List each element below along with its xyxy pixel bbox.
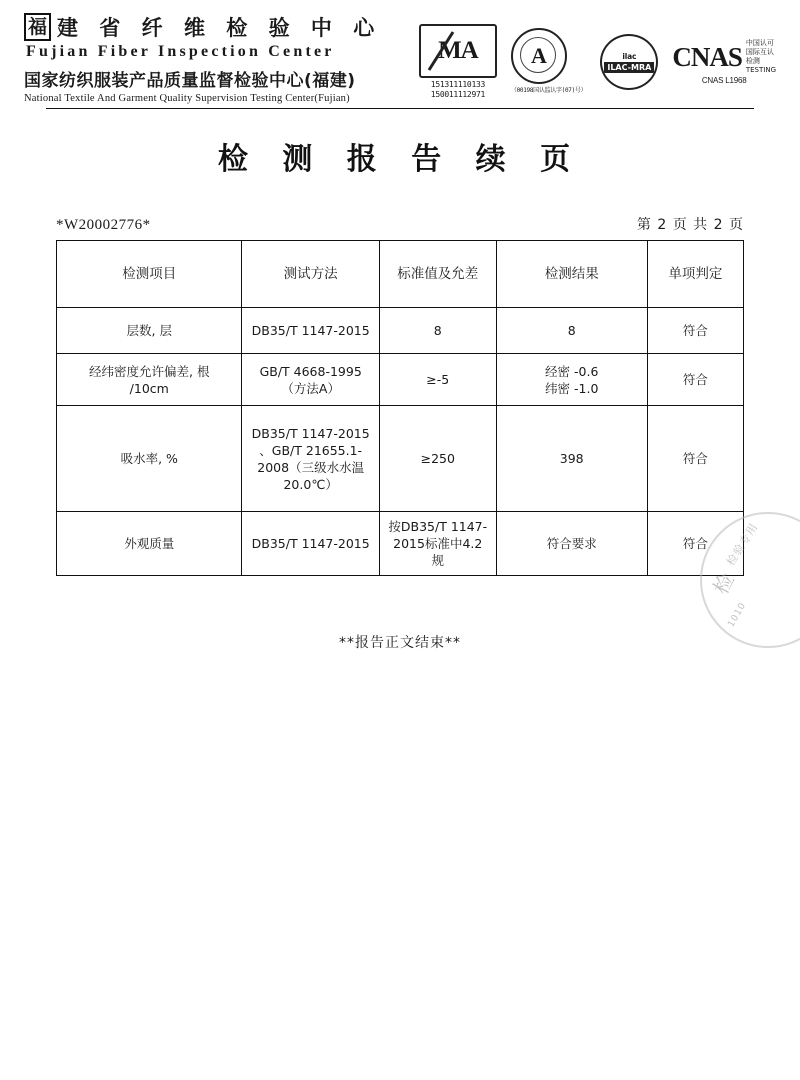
cell-item: 层数, 层	[57, 308, 242, 354]
cell-result: 398	[496, 406, 647, 512]
cell-standard: ≥250	[379, 406, 496, 512]
cell-method: DB35/T 1147-2015	[242, 512, 379, 576]
cal-label: A	[530, 43, 547, 68]
ilac-top-label: ilac	[622, 51, 637, 61]
cell-standard: 8	[379, 308, 496, 354]
cell-standard: ≥-5	[379, 354, 496, 406]
stamp-line-3: 1010	[726, 600, 749, 630]
cell-item: 外观质量	[57, 512, 242, 576]
column-header-item: 检测项目	[57, 241, 242, 308]
cma-code-1: 151311110133	[430, 80, 485, 89]
header-divider	[46, 108, 754, 109]
org-name-cn: 建 省 纤 维 检 验 中 心	[57, 16, 382, 40]
page-number: 第 2 页 共 2 页	[636, 217, 744, 233]
cal-mark	[511, 28, 586, 96]
cnas-side-1: 中国认可	[745, 39, 774, 47]
cell-verdict: 符合	[647, 512, 743, 576]
organization-block	[24, 10, 381, 104]
fu-badge: 福	[24, 13, 51, 41]
cnas-side-2: 国际互认	[745, 48, 774, 56]
cell-method: GB/T 4668-1995 （方法A）	[242, 354, 379, 406]
stamp-line-1: 检验专用	[724, 520, 761, 569]
cell-verdict: 符合	[647, 406, 743, 512]
page-title: 检 测 报 告 续 页	[217, 142, 583, 177]
report-meta	[56, 214, 744, 234]
cma-mark	[419, 24, 497, 100]
cell-method: DB35/T 1147-2015 、GB/T 21655.1- 2008（三级水水温 20.0℃）	[242, 406, 379, 512]
center-name-cn: 国家纺织服装产品质量监督检验中心(福建)	[24, 71, 356, 91]
cnas-code: CNAS L1968	[701, 76, 747, 85]
cell-standard: 按DB35/T 1147- 2015标准中4.2 规	[379, 512, 496, 576]
cnas-side-3: 检测	[745, 57, 760, 65]
accreditation-marks	[419, 10, 776, 100]
cell-verdict: 符合	[647, 354, 743, 406]
ilac-mid-label: ILAC-MRA	[604, 62, 654, 73]
table-row	[57, 512, 744, 576]
cnas-label: CNAS	[672, 41, 742, 72]
cell-result: 符合要求	[496, 512, 647, 576]
org-name-en: Fujian Fiber Inspection Center	[26, 43, 335, 60]
stamp-line-2: 检	[708, 568, 740, 599]
results-table	[56, 240, 744, 576]
cma-label: MA	[438, 37, 478, 64]
table-header-row	[57, 241, 744, 308]
column-header-method: 测试方法	[242, 241, 379, 308]
document-header	[0, 0, 800, 108]
cal-sub: （00198国认监认字(07)号）	[510, 87, 587, 94]
column-header-verdict: 单项判定	[647, 241, 743, 308]
ilac-mra-mark	[600, 34, 658, 90]
cma-code-2: 150011112971	[430, 90, 485, 99]
cell-result: 8	[496, 308, 647, 354]
cell-result: 经密 -0.6 纬密 -1.0	[496, 354, 647, 406]
end-of-report-note: **报告正文结束**	[339, 635, 461, 651]
results-table-wrapper	[56, 240, 744, 576]
center-name-en: National Textile And Garment Quality Supervision Testing Center(Fujian)	[24, 93, 350, 104]
report-number: *W20002776*	[56, 217, 151, 233]
cma-slash-icon	[427, 30, 489, 72]
table-row	[57, 308, 744, 354]
cell-item: 吸水率, %	[57, 406, 242, 512]
cnas-mark	[672, 39, 776, 85]
table-row	[57, 354, 744, 406]
cell-method: DB35/T 1147-2015	[242, 308, 379, 354]
table-row	[57, 406, 744, 512]
cnas-side-4: TESTING	[745, 66, 776, 74]
column-header-standard: 标准值及允差	[379, 241, 496, 308]
column-header-result: 检测结果	[496, 241, 647, 308]
cal-inner-ring-icon	[520, 37, 556, 73]
cell-item: 经纬密度允许偏差, 根 /10cm	[57, 354, 242, 406]
cell-verdict: 符合	[647, 308, 743, 354]
